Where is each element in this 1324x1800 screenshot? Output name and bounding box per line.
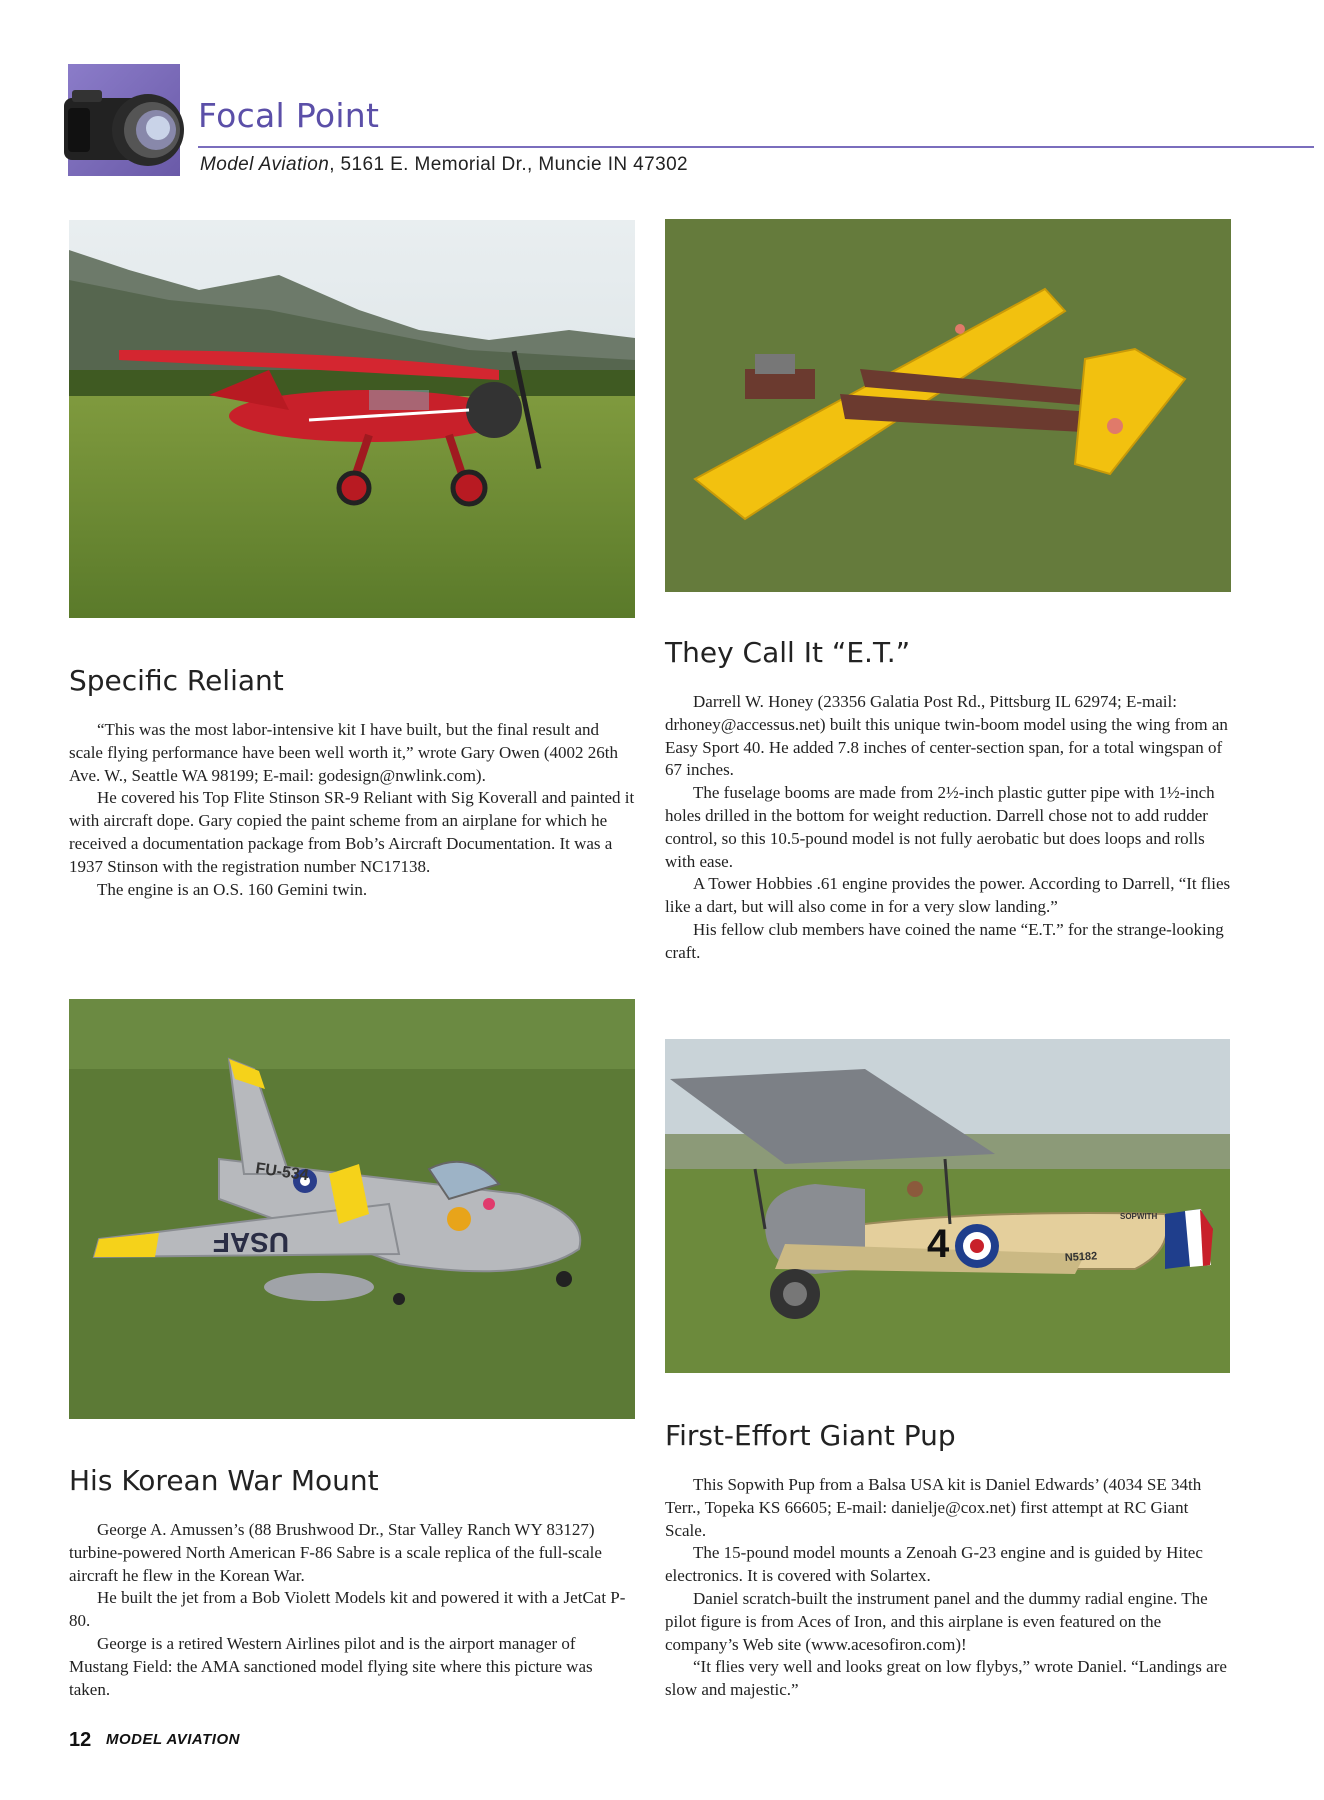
paragraph: His fellow club members have coined the name “E.T.” for the strange-looking craft. xyxy=(665,919,1224,962)
article-body-they-call-it-et xyxy=(665,691,1231,965)
article-body-specific-reliant xyxy=(69,719,635,901)
paragraph: This Sopwith Pup from a Balsa USA kit is Daniel Edwards’ (4034 SE 34th Terr., Topeka KS 66605; E-mail: danielje@cox.net) first attempt at RC Giant Scale. xyxy=(665,1475,1202,1540)
address-text: , 5161 E. Memorial Dr., Muncie IN 47302 xyxy=(329,154,689,175)
paragraph: “It flies very well and looks great on low flybys,” wrote Daniel. “Landings are slow and majestic.” xyxy=(665,1657,1227,1700)
pup-brand: SOPWITH xyxy=(1120,1212,1158,1221)
article-body-first-effort-giant-pup xyxy=(665,1474,1231,1702)
magazine-name: Model Aviation xyxy=(200,154,330,175)
paragraph: A Tower Hobbies .61 engine provides the power. According to Darrell, “It flies like a dart, but will also come in for a very slow landing.” xyxy=(665,874,1231,917)
paragraph: George A. Amussen’s (88 Brushwood Dr., Star Valley Ranch WY 83127) turbine-powered North American F-86 Sabre is a scale replica of the full-scale aircraft he flew in the Korean War. xyxy=(69,1520,602,1585)
photo-et-twin-boom xyxy=(665,219,1231,592)
pup-number: 4 xyxy=(927,1222,950,1266)
paragraph: “This was the most labor-intensive kit I have built, but the final result and scale flying performance have been well worth it,” wrote Gary Owen (4002 26th Ave. W., Seattle WA 98199; E-mail: godesign@nwlink.com). xyxy=(69,720,618,785)
headline-specific-reliant: Specific Reliant xyxy=(69,664,284,697)
camera-icon xyxy=(58,80,198,170)
photo-sopwith-pup xyxy=(665,1039,1230,1373)
paragraph: Darrell W. Honey (23356 Galatia Post Rd., Pittsburg IL 62974; E-mail: drhoney@accessus.net) built this unique twin-boom model using the wing from an Easy Sport 40. He added 7.8 inches of center-section span, for a total wingspan of 67 inches. xyxy=(665,692,1228,780)
page-number: 12 xyxy=(69,1729,92,1751)
headline-they-call-it-et: They Call It “E.T.” xyxy=(665,636,911,669)
publication-name: MODEL AVIATION xyxy=(106,1731,240,1748)
mailing-address xyxy=(200,154,688,176)
paragraph: Daniel scratch-built the instrument panel and the dummy radial engine. The pilot figure is from Aces of Iron, and this airplane is even featured on the company’s Web site (www.acesofiron.com)! xyxy=(665,1588,1208,1654)
paragraph: The fuselage booms are made from 2½-inch plastic gutter pipe with 1½-inch holes drilled in the bottom for weight reduction. Darrell chose not to add rudder control, so this 10.5-pound model is not fully aerobatic but does loops and rolls with ease. xyxy=(665,783,1215,871)
paragraph: The engine is an O.S. 160 Gemini twin. xyxy=(97,879,368,899)
paragraph: He built the jet from a Bob Violett Models kit and powered it with a JetCat P-80. xyxy=(69,1588,626,1631)
photo-f86-sabre xyxy=(69,999,635,1419)
sabre-fuselage-code: FU-534 xyxy=(254,1160,310,1185)
header-rule xyxy=(198,146,1314,148)
section-title: Focal Point xyxy=(198,96,380,135)
paragraph: He covered his Top Flite Stinson SR-9 Reliant with Sig Koverall and painted it with aircraft dope. Gary copied the paint scheme from an airplane for which he received a documentation package from Bob’s Aircraft Documentation. It was a 1937 Stinson with the registration number NC17138. xyxy=(69,788,635,876)
article-body-his-korean-war-mount xyxy=(69,1519,635,1701)
paragraph: The 15-pound model mounts a Zenoah G-23 engine and is guided by Hitec electronics. It is covered with Solartex. xyxy=(665,1543,1203,1586)
sabre-wing-text: USAF xyxy=(212,1227,289,1258)
headline-first-effort-giant-pup: First-Effort Giant Pup xyxy=(665,1419,956,1452)
paragraph: George is a retired Western Airlines pilot and is the airport manager of Mustang Field: the AMA sanctioned model flying site where this picture was taken. xyxy=(69,1633,593,1699)
headline-his-korean-war-mount: His Korean War Mount xyxy=(69,1464,379,1497)
pup-registration: N5182 xyxy=(1064,1250,1098,1264)
photo-stinson-reliant xyxy=(69,220,635,618)
